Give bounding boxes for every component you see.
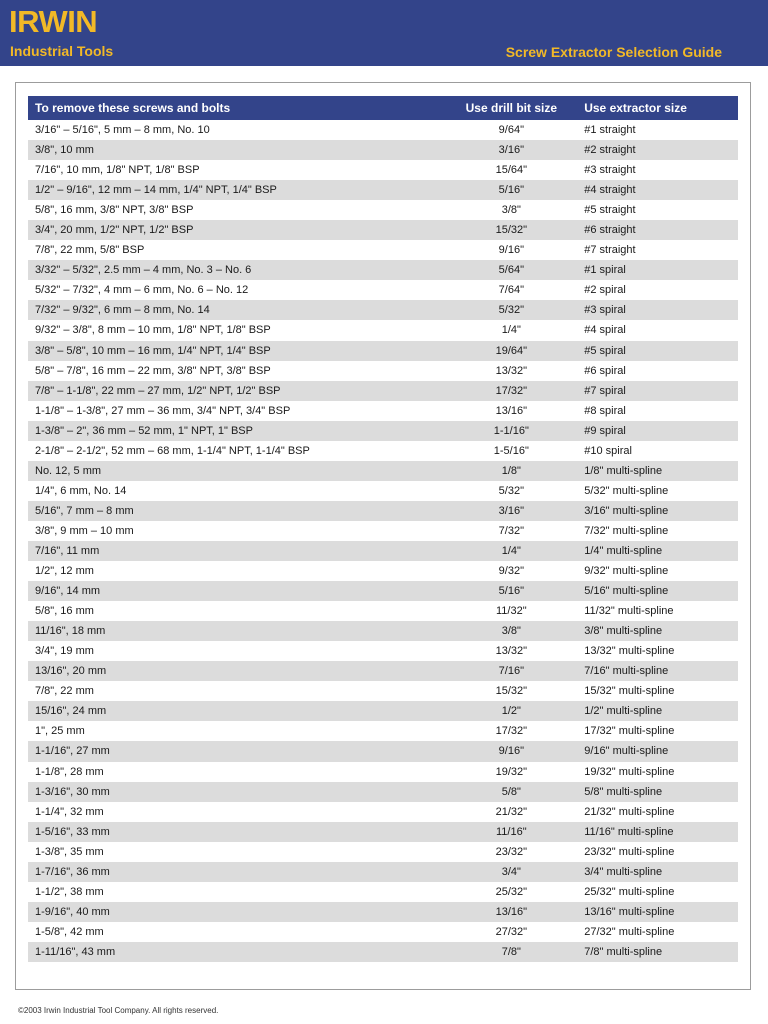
cell-extractor-size: 23/32" multi-spline [584, 845, 675, 858]
cell-drill-bit-size: 19/64" [495, 344, 528, 357]
cell-drill-bit-size: 3/16" [498, 144, 524, 157]
cell-extractor-size: 11/32" multi-spline [584, 605, 674, 618]
cell-extractor-size: 5/8" multi-spline [584, 785, 663, 798]
cell-screw-size: 1-1/4", 32 mm [35, 805, 104, 818]
table-row [28, 461, 738, 481]
cell-drill-bit-size: 15/32" [495, 685, 528, 698]
cell-extractor-size: 9/16" multi-spline [584, 745, 669, 758]
page-title: Screw Extractor Selection Guide [505, 44, 722, 60]
table-row [28, 922, 738, 942]
cell-screw-size: 1-5/8", 42 mm [35, 925, 104, 938]
cell-screw-size: 3/8", 9 mm – 10 mm [35, 524, 134, 537]
cell-screw-size: 1-3/8", 35 mm [35, 845, 104, 858]
cell-screw-size: 9/16", 14 mm [35, 585, 101, 598]
cell-screw-size: 5/8" – 7/8", 16 mm – 22 mm, 3/8" NPT, 3/8" BSP [35, 364, 271, 377]
cell-screw-size: 3/32" – 5/32", 2.5 mm – 4 mm, No. 3 – No. 6 [35, 264, 252, 277]
table-row [28, 882, 738, 902]
cell-extractor-size: 21/32" multi-spline [584, 805, 675, 818]
cell-extractor-size: 3/16" multi-spline [584, 504, 669, 517]
cell-extractor-size: #3 straight [584, 164, 636, 177]
table-row [28, 421, 738, 441]
cell-screw-size: 5/8", 16 mm [35, 605, 94, 618]
cell-screw-size: 3/4", 20 mm, 1/2" NPT, 1/2" BSP [35, 224, 194, 237]
cell-drill-bit-size: 23/32" [495, 845, 528, 858]
cell-drill-bit-size: 1-1/16" [493, 424, 529, 437]
cell-drill-bit-size: 5/32" [498, 304, 524, 317]
table-row [28, 561, 738, 581]
cell-drill-bit-size: 19/32" [495, 765, 528, 778]
cell-extractor-size: 1/4" multi-spline [584, 545, 663, 557]
copyright-notice: ©2003 Irwin Industrial Tool Company. All rights reserved. [18, 1006, 219, 1015]
cell-drill-bit-size: 25/32" [495, 885, 528, 898]
table-row [28, 721, 738, 741]
cell-screw-size: 1/2", 12 mm [35, 565, 94, 578]
cell-drill-bit-size: 5/16" [498, 184, 524, 197]
cell-screw-size: 1-1/16", 27 mm [35, 745, 110, 758]
cell-extractor-size: #6 straight [584, 224, 636, 237]
table-row [28, 822, 738, 842]
cell-drill-bit-size: 17/32" [495, 725, 528, 738]
table-row [28, 160, 738, 180]
cell-extractor-size: 19/32" multi-spline [584, 765, 675, 778]
cell-drill-bit-size: 9/16" [498, 745, 524, 758]
table-row [28, 782, 738, 802]
table-row [28, 681, 738, 701]
selection-table [28, 96, 738, 962]
cell-screw-size: 3/4", 19 mm [35, 645, 94, 658]
table-row [28, 341, 738, 361]
cell-drill-bit-size: 7/8" [501, 945, 521, 958]
cell-extractor-size: #4 spiral [584, 324, 626, 337]
cell-drill-bit-size: 3/16" [498, 504, 524, 517]
cell-extractor-size: #6 spiral [584, 364, 626, 377]
cell-drill-bit-size: 11/16" [496, 825, 527, 838]
table-row [28, 521, 738, 541]
cell-drill-bit-size: 7/32" [498, 524, 524, 537]
table-row [28, 140, 738, 160]
cell-extractor-size: #5 spiral [584, 344, 626, 357]
table-row [28, 240, 738, 260]
cell-extractor-size: 7/32" multi-spline [584, 524, 669, 537]
cell-drill-bit-size: 3/8" [501, 204, 521, 217]
table-row [28, 361, 738, 381]
cell-drill-bit-size: 1/8" [501, 464, 521, 477]
cell-extractor-size: 25/32" multi-spline [584, 885, 675, 898]
table-row [28, 641, 738, 661]
cell-extractor-size: 3/4" multi-spline [584, 865, 663, 878]
column-header-screws: To remove these screws and bolts [35, 101, 231, 115]
table-row [28, 942, 738, 962]
cell-drill-bit-size: 13/32" [495, 645, 528, 658]
cell-drill-bit-size: 1/2" [501, 705, 521, 718]
cell-drill-bit-size: 7/16" [498, 665, 524, 678]
cell-screw-size: 1-1/8", 28 mm [35, 765, 104, 778]
table-row [28, 120, 738, 140]
cell-drill-bit-size: 15/32" [495, 224, 528, 237]
table-row [28, 802, 738, 822]
table-row [28, 320, 738, 340]
cell-screw-size: 1/4", 6 mm, No. 14 [35, 484, 127, 497]
cell-screw-size: 1-3/16", 30 mm [35, 785, 110, 798]
cell-screw-size: 9/32" – 3/8", 8 mm – 10 mm, 1/8" NPT, 1/8" BSP [35, 324, 271, 337]
cell-extractor-size: #4 straight [584, 184, 636, 197]
table-row [28, 741, 738, 761]
table-row [28, 441, 738, 461]
table-row [28, 401, 738, 421]
cell-screw-size: 3/8", 10 mm [35, 144, 94, 157]
cell-drill-bit-size: 1/4" [501, 545, 521, 557]
table-row [28, 381, 738, 401]
cell-screw-size: 1/2" – 9/16", 12 mm – 14 mm, 1/4" NPT, 1/4" BSP [35, 184, 277, 197]
cell-extractor-size: 5/16" multi-spline [584, 585, 669, 598]
table-row [28, 661, 738, 681]
column-header-extractor: Use extractor size [584, 101, 687, 115]
cell-screw-size: 15/16", 24 mm [35, 705, 107, 718]
table-row [28, 902, 738, 922]
cell-extractor-size: 7/8" multi-spline [584, 945, 663, 958]
cell-screw-size: 2-1/8" – 2-1/2", 52 mm – 68 mm, 1-1/4" NPT, 1-1/4" BSP [35, 444, 310, 457]
cell-screw-size: 1-1/8" – 1-3/8", 27 mm – 36 mm, 3/4" NPT, 3/4" BSP [35, 404, 291, 417]
table-header-row [28, 96, 738, 120]
cell-drill-bit-size: 5/8" [501, 785, 521, 798]
cell-screw-size: 7/8" – 1-1/8", 22 mm – 27 mm, 1/2" NPT, 1/2" BSP [35, 384, 281, 397]
table-row [28, 260, 738, 280]
table-row [28, 180, 738, 200]
cell-extractor-size: #9 spiral [584, 424, 626, 437]
cell-screw-size: 7/8", 22 mm, 5/8" BSP [35, 244, 145, 257]
cell-screw-size: 1-9/16", 40 mm [35, 905, 110, 918]
cell-drill-bit-size: 9/64" [498, 124, 524, 137]
cell-screw-size: 1-7/16", 36 mm [35, 865, 110, 878]
table-row [28, 300, 738, 320]
cell-drill-bit-size: 13/32" [495, 364, 528, 377]
cell-extractor-size: #7 spiral [584, 384, 626, 397]
table-row [28, 220, 738, 240]
cell-drill-bit-size: 9/16" [498, 244, 524, 257]
cell-extractor-size: #1 straight [584, 124, 636, 137]
cell-screw-size: 1-3/8" – 2", 36 mm – 52 mm, 1" NPT, 1" BSP [35, 424, 253, 437]
brand-tagline: Industrial Tools [10, 43, 114, 59]
cell-screw-size: 5/16", 7 mm – 8 mm [35, 504, 134, 517]
cell-drill-bit-size: 9/32" [498, 565, 524, 578]
table-row [28, 762, 738, 782]
cell-drill-bit-size: 17/32" [495, 384, 528, 397]
cell-drill-bit-size: 5/32" [498, 484, 524, 497]
cell-extractor-size: #2 spiral [584, 284, 626, 297]
table-row [28, 842, 738, 862]
cell-drill-bit-size: 11/32" [496, 605, 527, 618]
cell-drill-bit-size: 5/64" [498, 264, 524, 277]
cell-screw-size: 7/16", 10 mm, 1/8" NPT, 1/8" BSP [35, 164, 200, 177]
table-row [28, 501, 738, 521]
cell-drill-bit-size: 13/16" [495, 905, 528, 918]
table-row [28, 200, 738, 220]
table-row [28, 280, 738, 300]
cell-extractor-size: 1/2" multi-spline [584, 705, 663, 718]
cell-screw-size: 11/16", 18 mm [35, 625, 106, 638]
table-body [28, 120, 738, 962]
cell-extractor-size: 1/8" multi-spline [584, 464, 663, 477]
cell-drill-bit-size: 15/64" [495, 164, 528, 177]
cell-extractor-size: #2 straight [584, 144, 636, 157]
table-row [28, 621, 738, 641]
cell-extractor-size: #7 straight [584, 244, 636, 257]
cell-screw-size: 1-5/16", 33 mm [35, 825, 110, 838]
table-row [28, 862, 738, 882]
cell-extractor-size: 17/32" multi-spline [584, 725, 675, 738]
cell-extractor-size: 9/32" multi-spline [584, 565, 669, 578]
cell-extractor-size: 13/32" multi-spline [584, 645, 675, 658]
cell-screw-size: No. 12, 5 mm [35, 464, 102, 477]
cell-drill-bit-size: 3/4" [501, 865, 521, 878]
table-row [28, 701, 738, 721]
cell-screw-size: 3/8" – 5/8", 10 mm – 16 mm, 1/4" NPT, 1/4" BSP [35, 344, 271, 357]
cell-screw-size: 7/32" – 9/32", 6 mm – 8 mm, No. 14 [35, 304, 210, 317]
cell-screw-size: 13/16", 20 mm [35, 665, 107, 678]
cell-drill-bit-size: 7/64" [498, 284, 524, 297]
column-header-drill-bit: Use drill bit size [465, 101, 557, 115]
cell-screw-size: 1", 25 mm [35, 725, 85, 738]
cell-drill-bit-size: 27/32" [495, 925, 528, 938]
cell-screw-size: 5/8", 16 mm, 3/8" NPT, 3/8" BSP [35, 204, 194, 217]
cell-extractor-size: 27/32" multi-spline [584, 925, 675, 938]
cell-screw-size: 1-11/16", 43 mm [35, 945, 116, 958]
cell-screw-size: 7/16", 11 mm [35, 545, 100, 557]
cell-screw-size: 5/32" – 7/32", 4 mm – 6 mm, No. 6 – No. 12 [35, 284, 249, 297]
cell-extractor-size: 5/32" multi-spline [584, 484, 669, 497]
cell-extractor-size: 11/16" multi-spline [584, 825, 674, 838]
table-row [28, 481, 738, 501]
header-banner [0, 0, 768, 66]
table-row [28, 601, 738, 621]
cell-extractor-size: 7/16" multi-spline [584, 665, 669, 678]
cell-drill-bit-size: 5/16" [498, 585, 524, 598]
cell-extractor-size: 3/8" multi-spline [584, 625, 663, 638]
cell-drill-bit-size: 13/16" [495, 404, 528, 417]
cell-screw-size: 7/8", 22 mm [35, 685, 94, 698]
cell-extractor-size: #8 spiral [584, 404, 626, 417]
cell-drill-bit-size: 1/4" [501, 324, 521, 337]
cell-extractor-size: 15/32" multi-spline [584, 685, 675, 698]
cell-screw-size: 3/16" – 5/16", 5 mm – 8 mm, No. 10 [35, 124, 210, 137]
brand-logo: IRWIN [9, 4, 98, 39]
cell-drill-bit-size: 3/8" [501, 625, 521, 638]
cell-drill-bit-size: 21/32" [495, 805, 528, 818]
table-row [28, 541, 738, 561]
cell-extractor-size: #10 spiral [584, 444, 632, 457]
cell-extractor-size: #5 straight [584, 204, 636, 217]
cell-drill-bit-size: 1-5/16" [493, 444, 529, 457]
cell-screw-size: 1-1/2", 38 mm [35, 885, 104, 898]
table-row [28, 581, 738, 601]
cell-extractor-size: 13/16" multi-spline [584, 905, 675, 918]
cell-extractor-size: #1 spiral [584, 264, 626, 277]
cell-extractor-size: #3 spiral [584, 304, 626, 317]
